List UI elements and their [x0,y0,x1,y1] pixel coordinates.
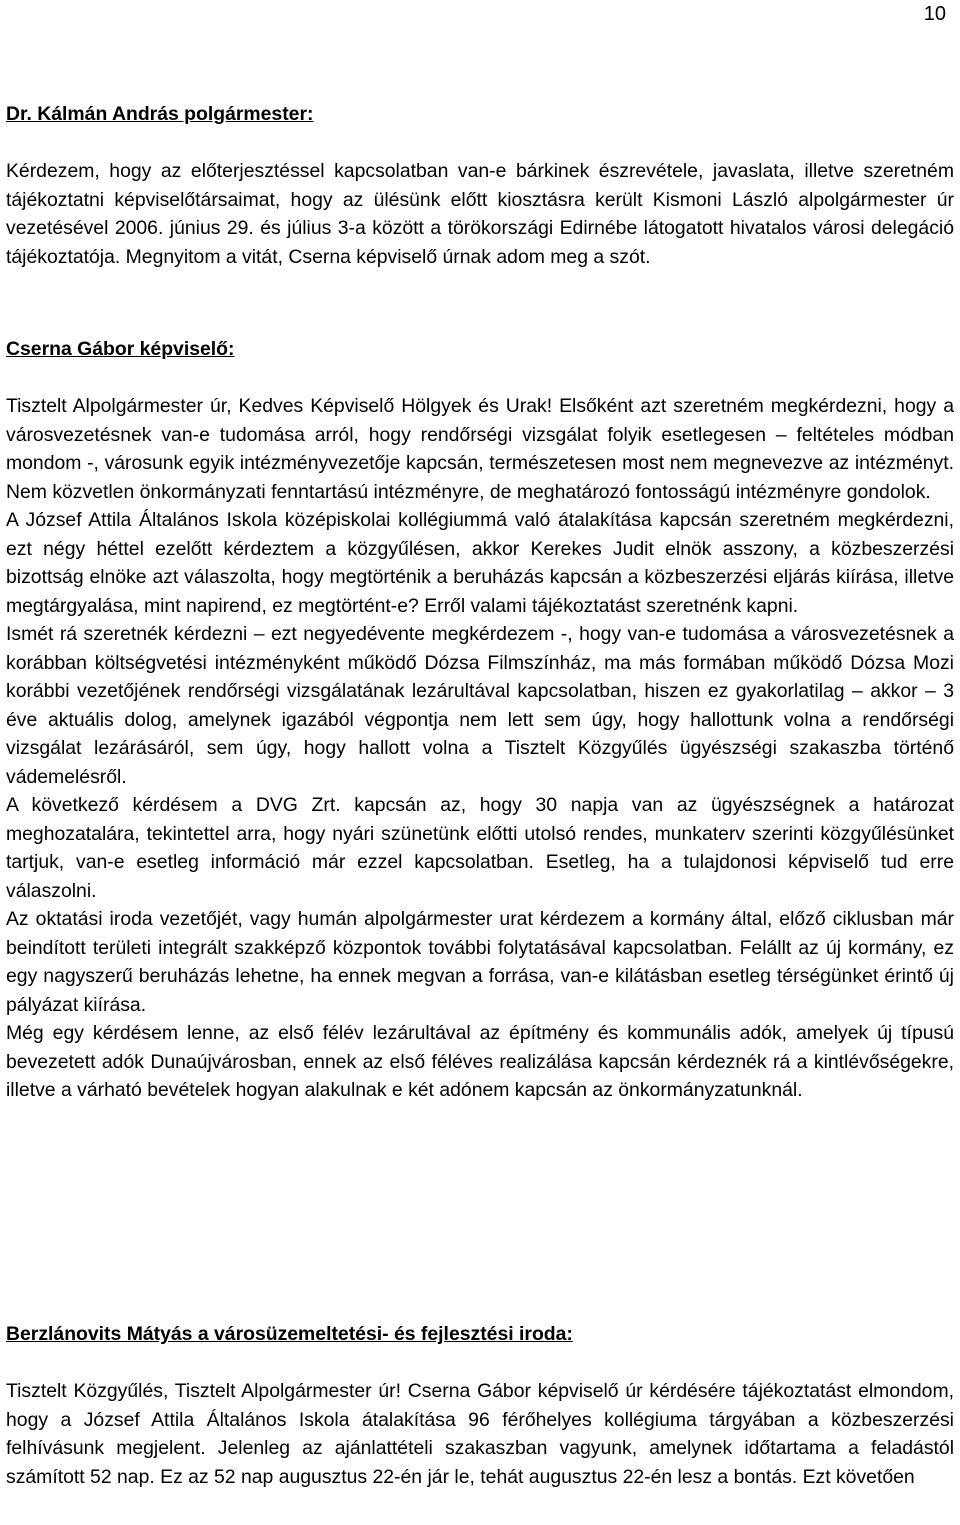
speaker-heading: Cserna Gábor képviselő: [6,338,235,360]
paragraph: Tisztelt Alpolgármester úr, Kedves Képviselő Hölgyek és Urak! Elsőként azt szeretném megkérdezni, hogy a városvezetésnek van-e tudomása arról, hogy rendőrségi vizsgálat folyik esetlegesen – feltételes módban mondom -, városunk egyik intézményvezetője kapcsán, természetesen most nem megnevezve az intézményt. Nem közvetlen önkormányzati fenntartású intézményre, de meghatározó fontosságú intézményre gondolok. [6,395,954,503]
section-mayor [6,100,954,271]
page-number: 10 [923,3,946,25]
paragraph: Ismét rá szeretnék kérdezni – ezt negyedévente megkérdezem -, hogy van-e tudomása a városvezetésnek a korábban költségvetési intézményként működő Dózsa Filmszínház, ma más formában működő Dózsa Mozi korábbi vezetőjének rendőrségi vizsgálatának lezárultával kapcsolatban, hiszen ez gyakorlatilag – akkor – 3 éve aktuális dolog, amelynek igazából végpontja nem lett sem úgy, hogy hallottunk volna a rendőrségi vizsgálat lezárásáról, sem úgy, hogy hallott volna a Tisztelt Közgyűlés ügyészségi szakaszba történő vádemelésről. [6,623,954,788]
paragraph: Az oktatási iroda vezetőjét, vagy humán alpolgármester urat kérdezem a kormány által, előző ciklusban már beindított területi integrált szakképző központok további folytatásával kapcsolatban. Felállt az új kormány, ez egy nagyszerű beruházás lehetne, ha ennek megvan a forrása, van-e kilátásban esetleg térségünket érintő új pályázat kiírása. [6,908,954,1016]
paragraph: Kérdezem, hogy az előterjesztéssel kapcsolatban van-e bárkinek észrevétele, javaslata, illetve szeretném tájékoztatni képviselőtársaimat, hogy az ülésünk előtt kiosztásra került Kismoni László alpolgármester úr vezetésével 2006. június 29. és július 3-a között a törökországi Edirnébe látogatott hivatalos városi delegáció tájékoztatója. Megnyitom a vitát, Cserna képviselő úrnak adom meg a szót. [6,160,954,268]
speaker-heading: Berzlánovits Mátyás a városüzemeltetési- és fejlesztési iroda: [6,1323,573,1345]
paragraph: Tisztelt Közgyűlés, Tisztelt Alpolgármester úr! Cserna Gábor képviselő úr kérdésére tájékoztatást elmondom, hogy a József Attila Általános Iskola átalakítása 96 férőhelyes kollégiuma tárgyában a közbeszerzési felhívásunk megjelent. Jelenleg az ajánlattételi szakaszban vagyunk, amelynek időtartama a feladástól számított 52 nap. Ez az 52 nap augusztus 22-én jár le, tehát augusztus 22-én lesz a bontás. Ezt követően [6,1380,954,1488]
paragraph: A József Attila Általános Iskola középiskolai kollégiummá való átalakítása kapcsán szeretném megkérdezni, ezt négy héttel ezelőtt kérdeztem a közgyűlésen, akkor Kerekes Judit elnök asszony, a közbeszerzési bizottság elnöke azt válaszolta, hogy megtörténik a beruházás kapcsán a közbeszerzési eljárás kiírása, illetve megtárgyalása, mint napirend, ez megtörtént-e? Erről valami tájékoztatást szeretnénk kapni. [6,509,954,617]
paragraph: A következő kérdésem a DVG Zrt. kapcsán az, hogy 30 napja van az ügyészségnek a határozat meghozatalára, tekintettel arra, hogy nyári szünetünk előtti utolsó rendes, munkaterv szerinti közgyűlésünket tartjuk, van-e esetleg információ már ezzel kapcsolatban. Esetleg, ha a tulajdonosi képviselő tud erre válaszolni. [6,794,954,902]
section-berzlanovits [6,1320,954,1491]
paragraph: Még egy kérdésem lenne, az első félév lezárultával az építmény és kommunális adók, amelyek új típusú bevezetett adók Dunaújvárosban, ennek az első féléves realizálása kapcsán kérdeznék rá a kintlévőségekre, illetve a várható bevételek hogyan alakulnak e két adónem kapcsán az önkormányzatunknál. [6,1022,954,1101]
speaker-heading: Dr. Kálmán András polgármester: [6,103,314,125]
section-cserna [6,335,954,1105]
